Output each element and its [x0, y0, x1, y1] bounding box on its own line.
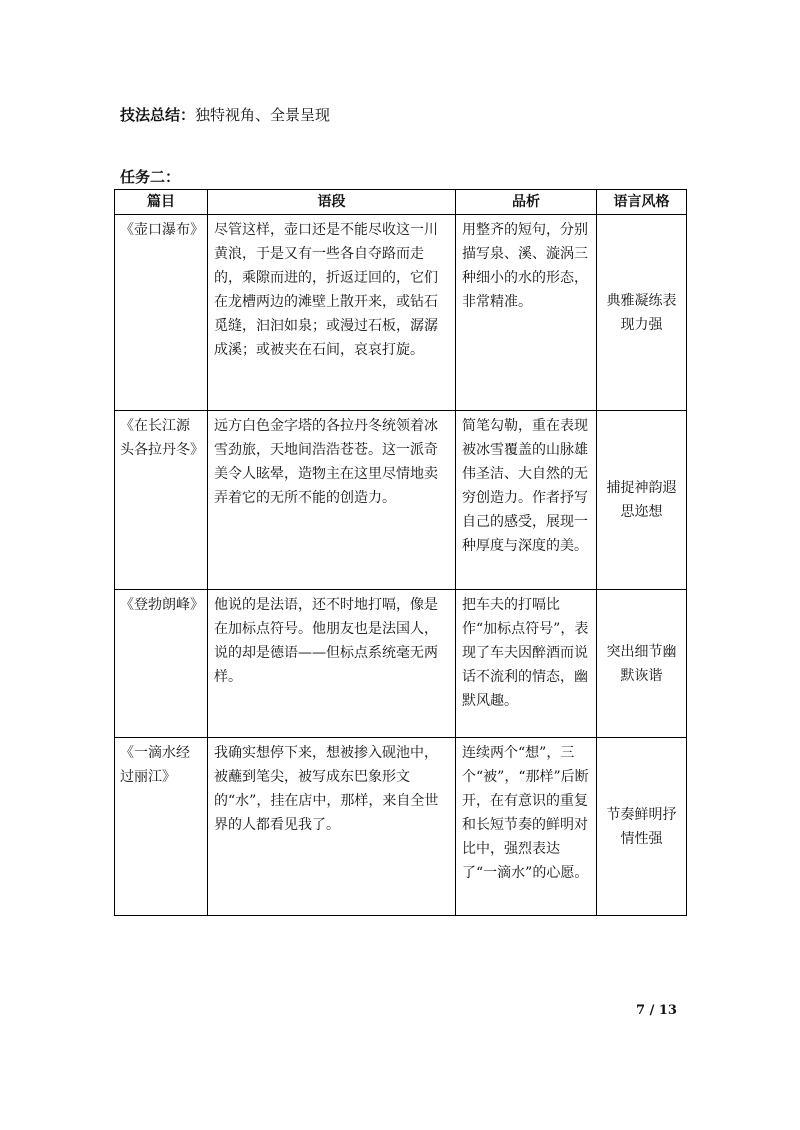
header-title: 篇目	[115, 190, 208, 215]
table-row	[115, 411, 687, 590]
row-style: 突出细节幽默诙谐	[597, 590, 687, 738]
header-passage: 语段	[208, 190, 456, 215]
table-header-row	[115, 190, 687, 215]
header-style: 语言风格	[597, 190, 687, 215]
header-analysis: 品析	[456, 190, 597, 215]
row-title: 《登勃朗峰》	[115, 590, 208, 738]
summary-label: 技法总结：	[120, 106, 196, 124]
table-row	[115, 215, 687, 411]
row-analysis: 把车夫的打嗝比作“加标点符号”，表现了车夫因醉酒而说话不流利的情态，幽默风趣。	[456, 590, 597, 738]
task-two-title: 任务二：	[120, 168, 181, 186]
row-passage: 远方白色金字塔的各拉丹冬统领着冰雪劲旅，天地间浩浩苍苍。这一派奇美令人眩晕，造物主在这里尽情地卖弄着它的无所不能的创造力。	[208, 411, 456, 590]
row-title: 《一滴水经过丽江》	[115, 738, 208, 916]
row-style: 典雅凝练表现力强	[597, 215, 687, 411]
summary-text: 独特视角、全景呈现	[195, 106, 331, 124]
page-number: 7 / 13	[636, 1003, 677, 1018]
row-analysis: 用整齐的短句，分别描写泉、溪、漩涡三种细小的水的形态，非常精准。	[456, 215, 597, 411]
row-passage: 他说的是法语，还不时地打嗝，像是在加标点符号。他朋友也是法国人，说的却是德语——但标点系统毫无两样。	[208, 590, 456, 738]
row-analysis: 连续两个“想”，三个“被”，“那样”后断开，在有意识的重复和长短节奏的鲜明对比中，强烈表达了“一滴水”的心愿。	[456, 738, 597, 916]
analysis-table	[114, 189, 687, 916]
table-row	[115, 590, 687, 738]
row-analysis: 简笔勾勒，重在表现被冰雪覆盖的山脉雄伟圣洁、大自然的无穷创造力。作者抒写自己的感受，展现一种厚度与深度的美。	[456, 411, 597, 590]
row-style: 捕捉神韵遐思迩想	[597, 411, 687, 590]
row-style: 节奏鲜明抒情性强	[597, 738, 687, 916]
row-title: 《在长江源头各拉丹冬》	[115, 411, 208, 590]
technique-summary	[120, 104, 330, 126]
table-row	[115, 738, 687, 916]
row-title: 《壶口瀑布》	[115, 215, 208, 411]
row-passage: 尽管这样，壶口还是不能尽收这一川黄浪，于是又有一些各自夺路而走的，乘隙而进的，折返迂回的，它们在龙槽两边的滩壁上散开来，或钻石觅缝，汩汩如泉；或漫过石板，潺潺成溪；或被夹在石间，哀哀打旋。	[208, 215, 456, 411]
row-passage: 我确实想停下来，想被掺入砚池中，被蘸到笔尖，被写成东巴象形文的“水”，挂在店中，那样，来自全世界的人都看见我了。	[208, 738, 456, 916]
